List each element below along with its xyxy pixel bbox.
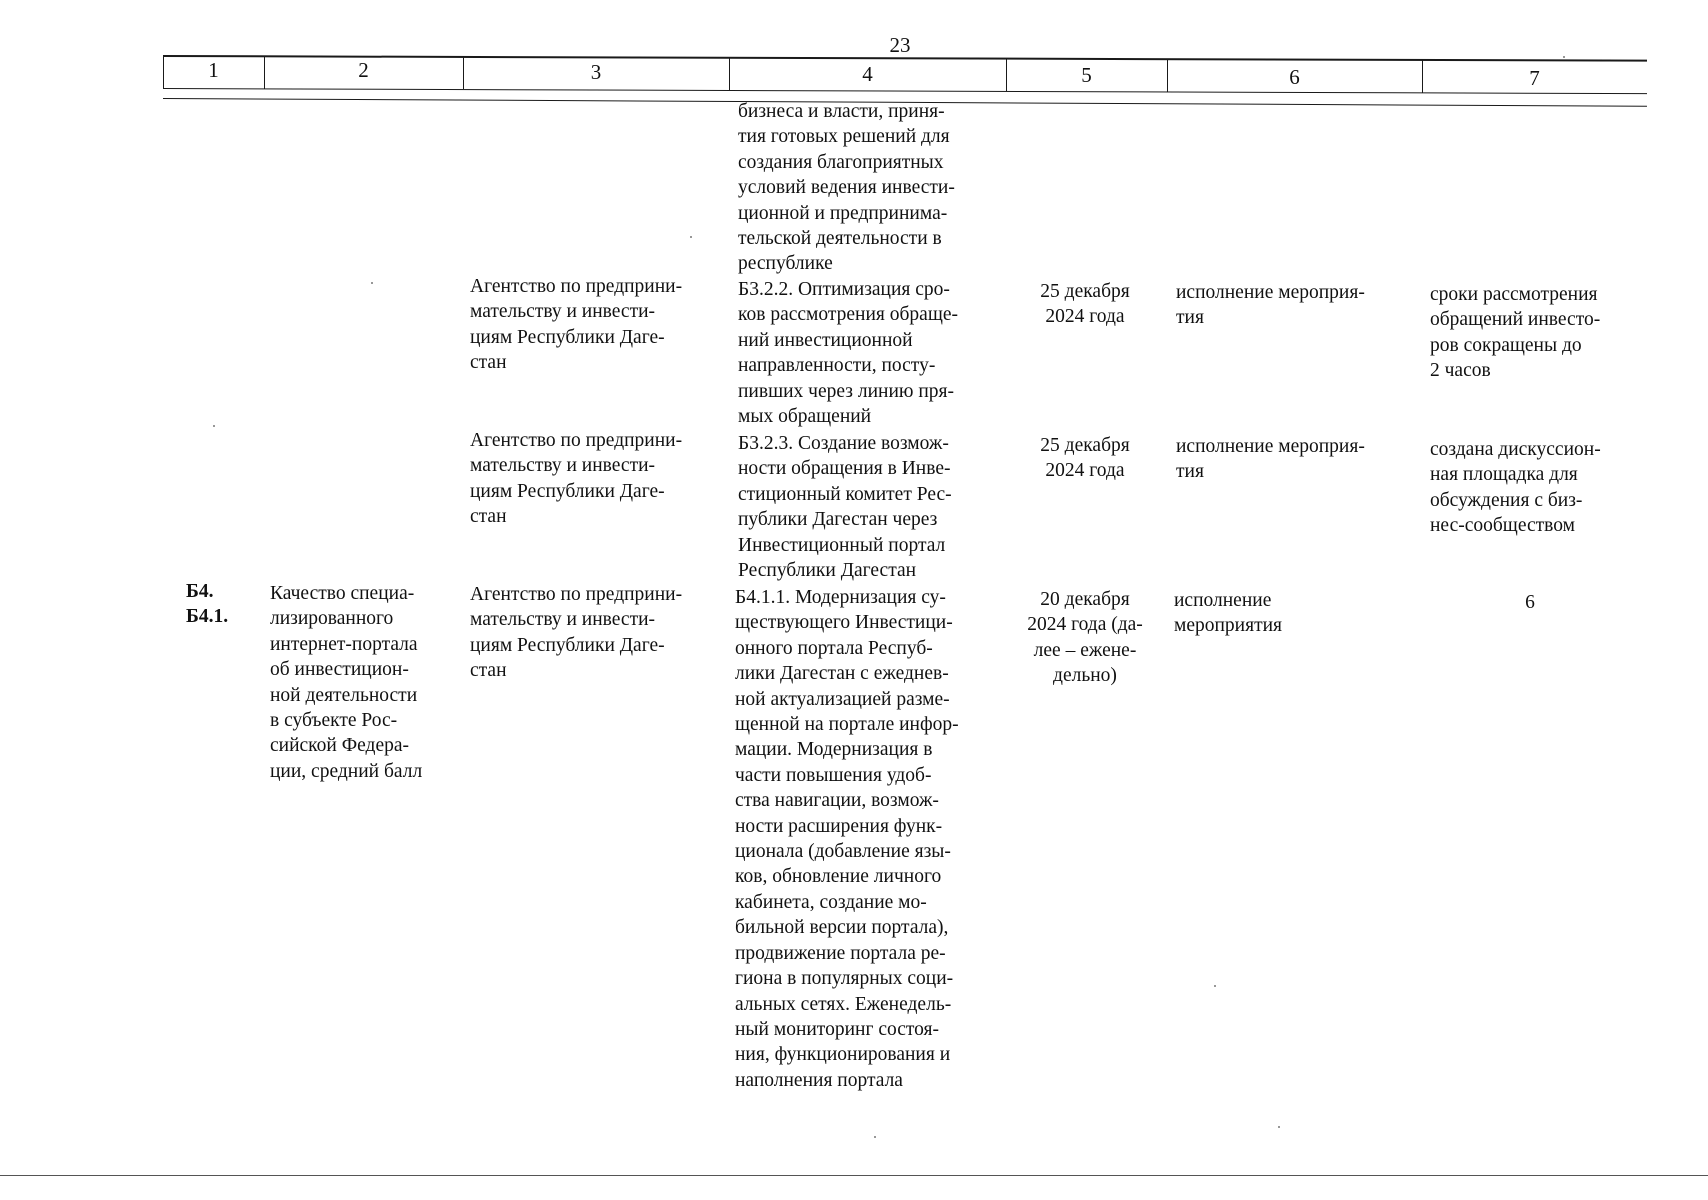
header-col-4: 4: [862, 62, 873, 86]
scan-speck: [1278, 1126, 1280, 1128]
row3-col1-code: Б4. Б4.1.: [186, 581, 229, 628]
scan-speck: [371, 282, 373, 284]
row2-col6-result-type: исполнение мероприя- тия: [1176, 436, 1365, 483]
header-col-7: 7: [1529, 66, 1540, 90]
row1-col4-activity: Б3.2.2. Оптимизация сро- ков рассмотрения обраще- ний инвестиционной направленности, посту- пивших через линию пря- мых обращений: [738, 279, 958, 428]
header-col-5: 5: [1081, 63, 1092, 87]
scan-speck: [1563, 56, 1565, 58]
header-col-1: 1: [208, 58, 219, 82]
header-col-2: 2: [358, 58, 369, 82]
scan-speck: [874, 1136, 876, 1138]
row3-col2-indicator: Качество специа- лизированного интернет-портала об инвестицион- ной деятельности в субъекте Рос- сийской Федера- ции, средний балл: [270, 583, 423, 782]
row3-col3-executor: Агентство по предприни- мательству и инвести- циям Республики Даге- стан: [470, 584, 683, 682]
scan-speck: [690, 236, 692, 238]
row3-col5-deadline: 20 декабря 2024 года (да- лее – ежене- дельно): [1027, 589, 1143, 687]
scan-speck: [1214, 985, 1216, 987]
row3-col4-activity: Б4.1.1. Модернизация су- ществующего Инвестици- онного портала Респуб- лики Дагестан с ежеднев- ной актуализацией разме- щенной на портале инфор- мации. Модернизация в части повышения удоб- ства навигации, возмож- ности расширения функ- ционала (добавление язы- ков, обновление личного кабинета, создание мо- бильной версии портала), продвижение портала ре- гиона в популярных соци- альных сетях. Еженедель- ный мониторинг состоя- ния, функционирования и наполнения портала: [735, 587, 959, 1091]
row2-col3-executor: Агентство по предприни- мательству и инвести- циям Республики Даге- стан: [470, 430, 683, 528]
row1-col5-deadline: 25 декабря 2024 года: [1040, 281, 1130, 328]
row3-col7-value: 6: [1525, 592, 1535, 613]
page-number: 23: [889, 33, 911, 57]
header-col-3: 3: [590, 60, 602, 84]
row1-col7-result: сроки рассмотрения обращений инвесто- ров сокращены до 2 часов: [1430, 284, 1601, 382]
row1-col6-result-type: исполнение мероприя- тия: [1176, 282, 1365, 329]
row0-col4-activity: бизнеса и власти, приня- тия готовых решений для создания благоприятных условий ведения инвести- ционной и предпринима- тельской деятельности в республике: [738, 101, 955, 275]
row1-col3-executor: Агентство по предприни- мательству и инвести- циям Республики Даге- стан: [470, 276, 683, 374]
row2-col4-activity: Б3.2.3. Создание возмож- ности обращения в Инве- стиционный комитет Рес- публики Дагестан через Инвестиционный портал Республики Дагестан: [738, 433, 952, 582]
row3-col6-result-type: исполнение мероприятия: [1174, 590, 1283, 637]
scan-speck: [213, 425, 215, 427]
row2-col7-result: создана дискуссион- ная площадка для обсуждения с биз- нес-сообществом: [1430, 439, 1601, 537]
header-col-6: 6: [1289, 65, 1300, 89]
page-bottom-rule: [0, 1175, 1708, 1176]
row2-col5-deadline: 25 декабря 2024 года: [1040, 435, 1130, 482]
